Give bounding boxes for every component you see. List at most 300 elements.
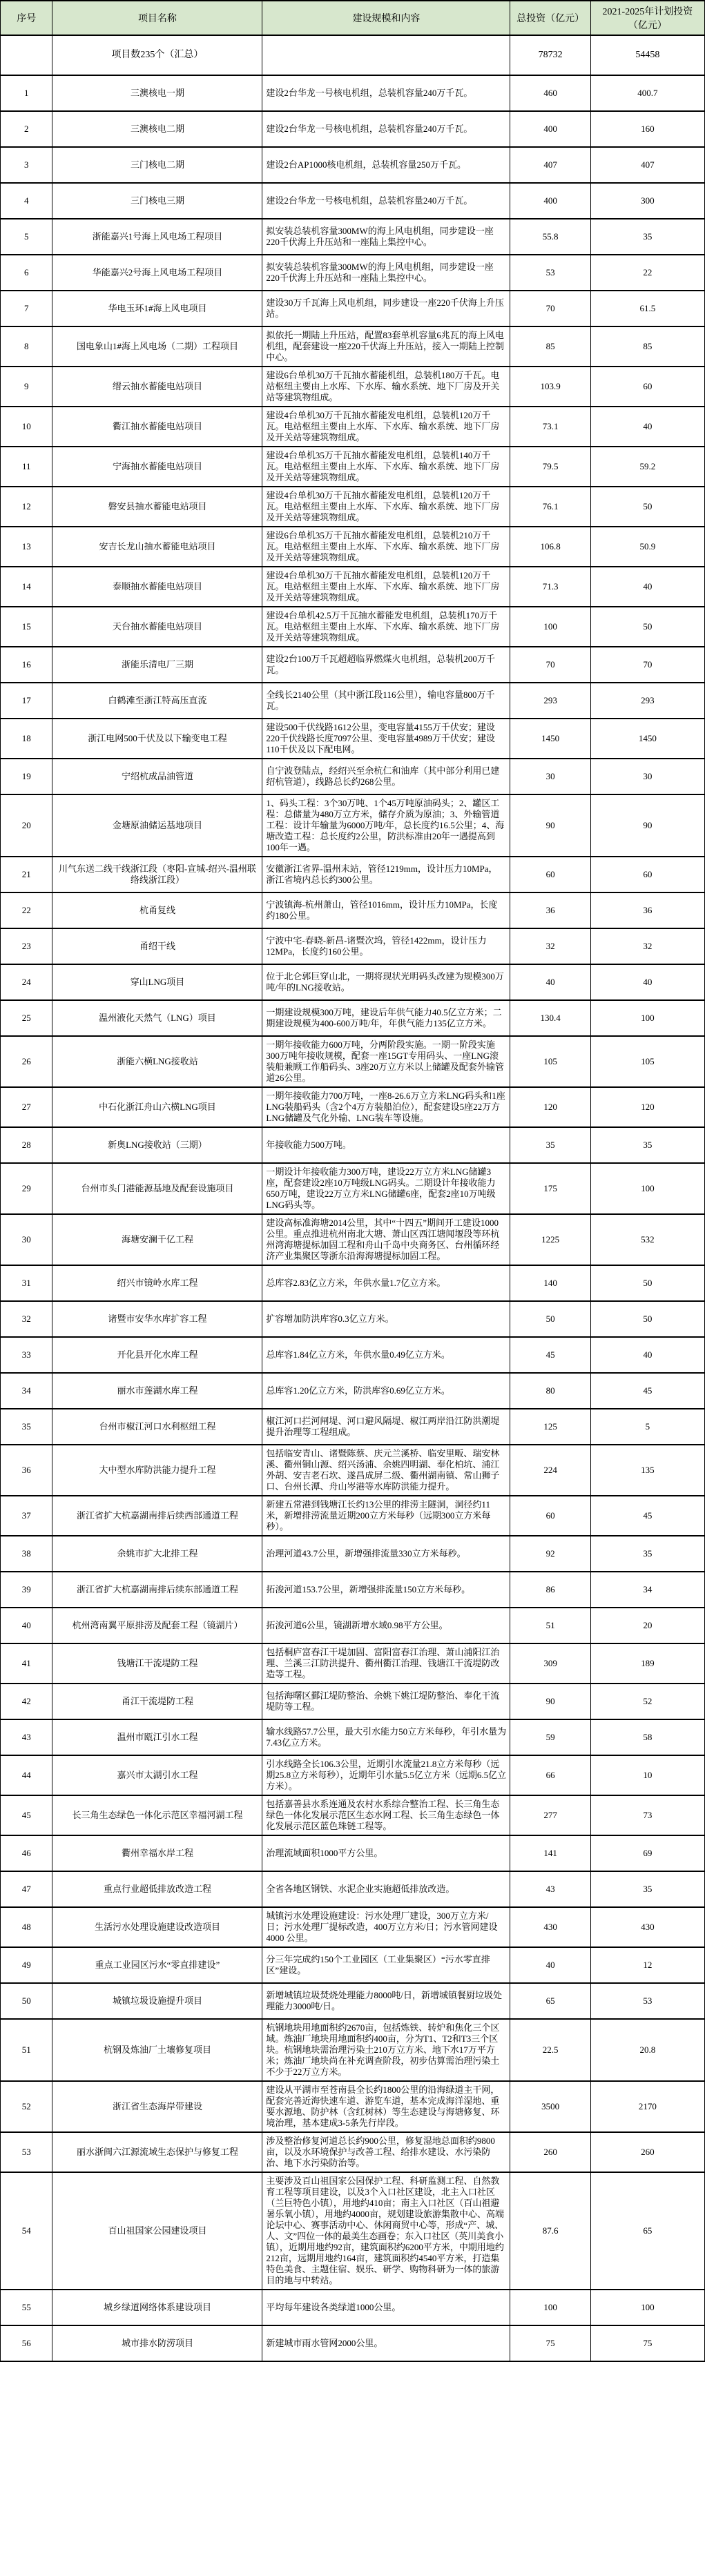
total-investment-cell: 87.6 — [510, 2172, 590, 2290]
project-name-cell: 诸暨市安华水库扩容工程 — [52, 1301, 262, 1337]
project-name-cell: 浙能六横LNG接收站 — [52, 1036, 262, 1087]
project-name-cell: 衢江抽水蓄能电站项目 — [52, 407, 262, 447]
row-number-cell: 53 — [1, 2132, 52, 2172]
total-investment-cell: 65 — [510, 1983, 590, 2019]
project-content-cell: 一期建设规模300万吨，建设后年供气能力40.5亿立方米；二期建设规模为400-600万吨/年，年供气能力135亿立方米。 — [262, 1000, 510, 1036]
table-row — [1, 326, 705, 367]
planned-investment-cell: 120 — [590, 1087, 704, 1127]
row-number-cell: 43 — [1, 1719, 52, 1755]
summary-row — [1, 35, 705, 75]
planned-investment-cell: 53 — [590, 1983, 704, 2019]
planned-investment-cell: 300 — [590, 183, 704, 219]
project-content-cell: 涉及整治修复河道总长约900公里，修复湿地总面积约9800亩，以及水环境保护与改善工程、给排水建设、水污染防治、地下水污染防治等。 — [262, 2132, 510, 2172]
table-row — [1, 857, 705, 892]
total-investment-cell: 105 — [510, 1036, 590, 1087]
project-content-cell: 建设2台华龙一号核电机组，总装机容量240万千瓦。 — [262, 75, 510, 111]
total-investment-cell: 59 — [510, 1719, 590, 1755]
summary-planned-investment-cell: 54458 — [590, 35, 704, 75]
project-content-cell: 拓浚河道6公里，镜湖新增水域0.98平方公里。 — [262, 1608, 510, 1643]
project-name-cell: 华电玉环1#海上风电项目 — [52, 291, 262, 326]
row-number-cell: 52 — [1, 2081, 52, 2132]
project-content-cell: 椒江河口拦河闸堤、河口避风隔堤、椒江两岸沿江防洪潮堤提升治理等工程组成。 — [262, 1409, 510, 1445]
total-investment-cell: 100 — [510, 607, 590, 647]
project-name-cell: 浙江电网500千伏及以下输变电工程 — [52, 719, 262, 759]
total-investment-cell: 130.4 — [510, 1000, 590, 1036]
table-row — [1, 2081, 705, 2132]
table-row — [1, 1445, 705, 1496]
row-number-cell: 55 — [1, 2290, 52, 2325]
project-name-cell: 新奥LNG接收站（三期） — [52, 1127, 262, 1163]
table-row — [1, 1337, 705, 1373]
planned-investment-cell: 10 — [590, 1755, 704, 1795]
row-number-cell: 27 — [1, 1087, 52, 1127]
planned-investment-cell: 58 — [590, 1719, 704, 1755]
project-content-cell: 建设2台100万千瓦超超临界燃煤火电机组，总装机200万千瓦。 — [262, 647, 510, 683]
table-row — [1, 1000, 705, 1036]
table-row — [1, 75, 705, 111]
project-content-cell: 建设4台单机35万千瓦抽水蓄能发电机组，总装机140万千瓦。电站枢纽主要由上水库、下水库、输水系统、地下厂房及开关站等建筑物组成。 — [262, 447, 510, 487]
planned-investment-cell: 293 — [590, 683, 704, 719]
table-row — [1, 219, 705, 255]
table-row — [1, 2325, 705, 2361]
project-name-cell: 大中型水库防洪能力提升工程 — [52, 1445, 262, 1496]
total-investment-cell: 22.5 — [510, 2019, 590, 2081]
table-row — [1, 1755, 705, 1795]
project-name-cell: 金塘原油储运基地项目 — [52, 794, 262, 857]
column-header-planned-investment: 2021-2025年计划投资（亿元） — [590, 1, 704, 35]
total-investment-cell: 70 — [510, 647, 590, 683]
row-number-cell: 8 — [1, 326, 52, 367]
planned-investment-cell: 50.9 — [590, 527, 704, 567]
table-row — [1, 527, 705, 567]
table-row — [1, 1036, 705, 1087]
table-row — [1, 2290, 705, 2325]
total-investment-cell: 30 — [510, 759, 590, 794]
table-row — [1, 1373, 705, 1409]
planned-investment-cell: 160 — [590, 111, 704, 147]
total-investment-cell: 36 — [510, 892, 590, 928]
project-content-cell: 建设30万千瓦海上风电机组，同步建设一座220千伏海上升压站。 — [262, 291, 510, 326]
planned-investment-cell: 40 — [590, 964, 704, 1000]
row-number-cell: 40 — [1, 1608, 52, 1643]
table-row — [1, 1871, 705, 1907]
row-number-cell: 45 — [1, 1795, 52, 1835]
planned-investment-cell: 90 — [590, 794, 704, 857]
total-investment-cell: 70 — [510, 291, 590, 326]
project-name-cell: 浙能嘉兴1号海上风电场工程项目 — [52, 219, 262, 255]
row-number-cell: 4 — [1, 183, 52, 219]
project-name-cell: 三澳核电二期 — [52, 111, 262, 147]
project-name-cell: 安吉长龙山抽水蓄能电站项目 — [52, 527, 262, 567]
project-content-cell: 包括海曙区鄞江堤防整治、余姚下姚江堤防整治、奉化干流堤防等工程。 — [262, 1684, 510, 1719]
header-row — [1, 1, 705, 35]
planned-investment-cell: 69 — [590, 1835, 704, 1871]
project-content-cell: 建设从平湖市至苍南县全长约1800公里的沿海绿道主干网，配套完善近海快速车道、游览车道，基本完成海洋湿地、重要水源地、防护林（含红树林）等生态建设与海塘修复、环境治理，基本建成3-5条先行岸段。 — [262, 2081, 510, 2132]
planned-investment-cell: 100 — [590, 1000, 704, 1036]
project-content-cell: 治理流域面积1000平方公里。 — [262, 1835, 510, 1871]
planned-investment-cell: 60 — [590, 857, 704, 892]
total-investment-cell: 50 — [510, 1301, 590, 1337]
planned-investment-cell: 73 — [590, 1795, 704, 1835]
planned-investment-cell: 189 — [590, 1643, 704, 1684]
row-number-cell: 17 — [1, 683, 52, 719]
column-header-content: 建设规模和内容 — [262, 1, 510, 35]
row-number-cell: 13 — [1, 527, 52, 567]
table-row — [1, 683, 705, 719]
row-number-cell: 42 — [1, 1684, 52, 1719]
project-name-cell: 重点工业园区污水“零直排建设” — [52, 1947, 262, 1983]
table-row — [1, 2132, 705, 2172]
table-row — [1, 1265, 705, 1301]
total-investment-cell: 90 — [510, 794, 590, 857]
project-name-cell: 城市排水防涝项目 — [52, 2325, 262, 2361]
planned-investment-cell: 40 — [590, 407, 704, 447]
project-content-cell: 新建城市雨水管网2000公里。 — [262, 2325, 510, 2361]
project-content-cell: 年接收能力500万吨。 — [262, 1127, 510, 1163]
row-number-cell: 6 — [1, 255, 52, 291]
project-name-cell: 国电象山1#海上风电场（二期）工程项目 — [52, 326, 262, 367]
row-number-cell: 3 — [1, 147, 52, 183]
planned-investment-cell: 22 — [590, 255, 704, 291]
total-investment-cell: 90 — [510, 1684, 590, 1719]
planned-investment-cell: 61.5 — [590, 291, 704, 326]
project-name-cell: 宁绍杭成品油管道 — [52, 759, 262, 794]
planned-investment-cell: 50 — [590, 1301, 704, 1337]
project-name-cell: 开化县开化水库工程 — [52, 1337, 262, 1373]
project-content-cell: 分三年完成约150个工业园区（工业集聚区）“污水零直排区”建设。 — [262, 1947, 510, 1983]
project-content-cell: 总库容1.20亿立方米，防洪库容0.69亿立方米。 — [262, 1373, 510, 1409]
project-name-cell: 甬绍干线 — [52, 928, 262, 964]
row-number-cell: 5 — [1, 219, 52, 255]
project-content-cell: 建设4台单机42.5万千瓦抽水蓄能发电机组，总装机170万千瓦。电站枢纽主要由上水库、下水库、输水系统、地下厂房及开关站等建筑物组成。 — [262, 607, 510, 647]
total-investment-cell: 1225 — [510, 1214, 590, 1265]
total-investment-cell: 79.5 — [510, 447, 590, 487]
total-investment-cell: 71.3 — [510, 567, 590, 607]
project-content-cell: 自宁波登陆点，经绍兴至余杭仁和油库（其中部分利用已建绍杭管道），线路总长约268公里。 — [262, 759, 510, 794]
total-investment-cell: 53 — [510, 255, 590, 291]
planned-investment-cell: 32 — [590, 928, 704, 964]
total-investment-cell: 86 — [510, 1572, 590, 1608]
total-investment-cell: 76.1 — [510, 487, 590, 527]
total-investment-cell: 40 — [510, 964, 590, 1000]
total-investment-cell: 103.9 — [510, 367, 590, 407]
planned-investment-cell: 20 — [590, 1608, 704, 1643]
row-number-cell: 21 — [1, 857, 52, 892]
summary-total-investment-cell: 78732 — [510, 35, 590, 75]
project-name-cell: 白鹤滩至浙江特高压直流 — [52, 683, 262, 719]
total-investment-cell: 277 — [510, 1795, 590, 1835]
project-content-cell: 建设500千伏线路1612公里，变电容量4155万千伏安；建设220千伏线路长度7097公里、变电容量4989万千伏安；建设110千伏及以下配电网。 — [262, 719, 510, 759]
project-name-cell: 城乡绿道网络体系建设项目 — [52, 2290, 262, 2325]
project-content-cell: 全省各地区钢铁、水泥企业实施超低排放改造。 — [262, 1871, 510, 1907]
total-investment-cell: 40 — [510, 1947, 590, 1983]
total-investment-cell: 55.8 — [510, 219, 590, 255]
total-investment-cell: 100 — [510, 2290, 590, 2325]
project-content-cell: 主要涉及百山祖国家公园保护工程、科研监测工程、自然教育工程等项目建设，以及3个入口社区建设，北主入口社区（兰巨特色小镇），用地约410亩；南主入口社区（百山祖避暑乐氧小镇），用地约4000亩，规划建设旅游集散中心、高端论坛中心、赛事活动中心、休闲商贸中心等，形成“产、城、人、文”四位一体的最美生态画卷；东入口社区（英川美食小镇），近期用地约92亩，建筑面积约6200平方米，中期用地约212亩，远期用地约164亩，建筑面积约4540平方米，打造集特色美食、主题住宿、娱乐、研学、购物科研为一体的旅游目的地与中转站。 — [262, 2172, 510, 2290]
total-investment-cell: 66 — [510, 1755, 590, 1795]
row-number-cell: 33 — [1, 1337, 52, 1373]
project-content-cell: 扩容增加防洪库容0.3亿立方米。 — [262, 1301, 510, 1337]
planned-investment-cell: 50 — [590, 1265, 704, 1301]
row-number-cell: 39 — [1, 1572, 52, 1608]
project-content-cell: 建设4台单机30万千瓦抽水蓄能发电机组，总装机120万千瓦。电站枢纽主要由上水库、下水库、输水系统、地下厂房及开关站等建筑物组成。 — [262, 407, 510, 447]
planned-investment-cell: 260 — [590, 2132, 704, 2172]
project-content-cell: 建设4台单机30万千瓦抽水蓄能发电机组，总装机120万千瓦。电站枢纽主要由上水库、下水库、输水系统、地下厂房及开关站等建筑物组成。 — [262, 487, 510, 527]
table-row — [1, 1572, 705, 1608]
row-number-cell: 51 — [1, 2019, 52, 2081]
project-content-cell: 一期设计年接收能力300万吨，建设22万立方米LNG储罐3座，配套建设2座10万吨级LNG码头。二期设计年接收能力650万吨，建设22万立方米LNG储罐6座，配套2座10万吨级LNG码头等。 — [262, 1163, 510, 1214]
total-investment-cell: 60 — [510, 1496, 590, 1536]
total-investment-cell: 43 — [510, 1871, 590, 1907]
total-investment-cell: 32 — [510, 928, 590, 964]
project-name-cell: 生活污水处理设施建设改造项目 — [52, 1907, 262, 1947]
planned-investment-cell: 2170 — [590, 2081, 704, 2132]
row-number-cell: 46 — [1, 1835, 52, 1871]
project-name-cell: 钱塘江干流堤防工程 — [52, 1643, 262, 1684]
total-investment-cell: 407 — [510, 147, 590, 183]
project-name-cell: 甬江干流堤防工程 — [52, 1684, 262, 1719]
row-number-cell: 41 — [1, 1643, 52, 1684]
row-number-cell: 50 — [1, 1983, 52, 2019]
planned-investment-cell: 36 — [590, 892, 704, 928]
project-content-cell: 平均每年建设各类绿道1000公里。 — [262, 2290, 510, 2325]
project-content-cell: 拟安装总装机容量300MW的海上风电机组，同步建设一座220千伏海上升压站和一座陆上集控中心。 — [262, 255, 510, 291]
project-name-cell: 三澳核电一期 — [52, 75, 262, 111]
project-content-cell: 宁波镇海-杭州萧山，管径1016mm，设计压力10MPa，长度约180公里。 — [262, 892, 510, 928]
row-number-cell: 18 — [1, 719, 52, 759]
total-investment-cell: 106.8 — [510, 527, 590, 567]
project-content-cell: 拟安装总装机容量300MW的海上风电机组，同步建设一座220千伏海上升压站和一座陆上集控中心。 — [262, 219, 510, 255]
table-row — [1, 487, 705, 527]
project-name-cell: 浙能乐清电厂三期 — [52, 647, 262, 683]
project-name-cell: 城镇垃圾设施提升项目 — [52, 1983, 262, 2019]
planned-investment-cell: 532 — [590, 1214, 704, 1265]
table-row — [1, 567, 705, 607]
table-row — [1, 1643, 705, 1684]
row-number-cell: 19 — [1, 759, 52, 794]
planned-investment-cell: 34 — [590, 1572, 704, 1608]
project-name-cell: 海塘安澜千亿工程 — [52, 1214, 262, 1265]
table-row — [1, 447, 705, 487]
row-number-cell — [1, 35, 52, 75]
project-name-cell: 中石化浙江舟山六横LNG项目 — [52, 1087, 262, 1127]
row-number-cell: 31 — [1, 1265, 52, 1301]
row-number-cell: 12 — [1, 487, 52, 527]
row-number-cell: 35 — [1, 1409, 52, 1445]
total-investment-cell: 85 — [510, 326, 590, 367]
row-number-cell: 28 — [1, 1127, 52, 1163]
total-investment-cell: 1450 — [510, 719, 590, 759]
planned-investment-cell: 59.2 — [590, 447, 704, 487]
planned-investment-cell: 35 — [590, 1536, 704, 1572]
row-number-cell: 32 — [1, 1301, 52, 1337]
table-row — [1, 1496, 705, 1536]
project-name-cell: 重点行业超低排放改造工程 — [52, 1871, 262, 1907]
planned-investment-cell: 135 — [590, 1445, 704, 1496]
project-name-cell: 台州市头门港能源基地及配套设施项目 — [52, 1163, 262, 1214]
column-header-no: 序号 — [1, 1, 52, 35]
total-investment-cell: 430 — [510, 1907, 590, 1947]
row-number-cell: 20 — [1, 794, 52, 857]
planned-investment-cell: 45 — [590, 1496, 704, 1536]
project-name-cell: 磐安县抽水蓄能电站项目 — [52, 487, 262, 527]
table-row — [1, 2019, 705, 2081]
planned-investment-cell: 20.8 — [590, 2019, 704, 2081]
project-content-cell: 建设2台华龙一号核电机组，总装机容量240万千瓦。 — [262, 111, 510, 147]
total-investment-cell: 92 — [510, 1536, 590, 1572]
planned-investment-cell: 35 — [590, 1871, 704, 1907]
table-row — [1, 291, 705, 326]
project-name-cell: 浙江省扩大杭嘉湖南排后续西部通道工程 — [52, 1496, 262, 1536]
total-investment-cell: 309 — [510, 1643, 590, 1684]
summary-content-cell — [262, 35, 510, 75]
project-content-cell: 安徽浙江省界-温州末站，管径1219mm，设计压力10MPa，浙江省境内总长约300公里。 — [262, 857, 510, 892]
project-content-cell: 治理河道43.7公里，新增强排流量330立方米每秒。 — [262, 1536, 510, 1572]
project-name-cell: 浙江省扩大杭嘉湖南排后续东部通道工程 — [52, 1572, 262, 1608]
project-name-cell: 三门核电二期 — [52, 147, 262, 183]
table-row — [1, 1983, 705, 2019]
project-content-cell: 新建五常港到钱塘江长约13公里的排涝主隧洞，洞径约11米，新增排涝流量近期200立方米每秒（远期300立方米每秒）。 — [262, 1496, 510, 1536]
table-row — [1, 1719, 705, 1755]
table-row — [1, 1163, 705, 1214]
project-content-cell: 拟依托一期陆上升压站，配置83套单机容量6兆瓦的海上风电机组，配套建设一座220千伏海上升压站，接入一期陆上控制中心。 — [262, 326, 510, 367]
project-content-cell: 建设2台华龙一号核电机组，总装机容量240万千瓦。 — [262, 183, 510, 219]
total-investment-cell: 224 — [510, 1445, 590, 1496]
project-content-cell: 1、码头工程：3个30万吨、1个45万吨原油码头；2、罐区工程：总储量为480万立方米，储存介质为原油；3、外输管道工程：设计年输量为6000万吨/年，总长度约16.5公里；4、海塘改造工程：总长度约2公里，防洪标准由20年一遇提高到100年一遇。 — [262, 794, 510, 857]
row-number-cell: 14 — [1, 567, 52, 607]
total-investment-cell: 60 — [510, 857, 590, 892]
summary-title-cell: 项目数235个（汇总） — [52, 35, 262, 75]
planned-investment-cell: 407 — [590, 147, 704, 183]
project-content-cell: 城镇污水处理设施建设：污水处理厂建设，300万立方米/日；污水处理厂提标改造，400万立方米/日；污水管网建设4000 公里。 — [262, 1907, 510, 1947]
project-content-cell: 总库容2.83亿立方米，年供水量1.7亿立方米。 — [262, 1265, 510, 1301]
table-row — [1, 111, 705, 147]
table-row — [1, 1684, 705, 1719]
row-number-cell: 56 — [1, 2325, 52, 2361]
row-number-cell: 10 — [1, 407, 52, 447]
planned-investment-cell: 35 — [590, 219, 704, 255]
row-number-cell: 26 — [1, 1036, 52, 1087]
table-row — [1, 147, 705, 183]
project-content-cell: 一期年接收能力600万吨，分两阶段实施。一期一阶段实施300万吨年接收规模，配套一座15GT专用码头、一座LNG滚装船兼顾工作船码头、3座20万立方米以上储罐及配套外输管道26公里。 — [262, 1036, 510, 1087]
table-row — [1, 255, 705, 291]
project-name-cell: 杭州湾南翼平原排涝及配套工程（镜湖片） — [52, 1608, 262, 1643]
total-investment-cell: 400 — [510, 111, 590, 147]
planned-investment-cell: 70 — [590, 647, 704, 683]
planned-investment-cell: 52 — [590, 1684, 704, 1719]
planned-investment-cell: 100 — [590, 2290, 704, 2325]
project-name-cell: 泰顺抽水蓄能电站项目 — [52, 567, 262, 607]
table-row — [1, 794, 705, 857]
row-number-cell: 47 — [1, 1871, 52, 1907]
project-name-cell: 绍兴市镜岭水库工程 — [52, 1265, 262, 1301]
row-number-cell: 11 — [1, 447, 52, 487]
project-name-cell: 温州液化天然气（LNG）项目 — [52, 1000, 262, 1036]
row-number-cell: 37 — [1, 1496, 52, 1536]
total-investment-cell: 51 — [510, 1608, 590, 1643]
row-number-cell: 49 — [1, 1947, 52, 1983]
project-content-cell: 建设高标准海塘2014公里，其中“十四五”期间开工建设1000公里。重点推进杭州南北大塘、萧山区西江塘闻堰段等环杭州湾海塘提标加固工程和舟山千岛中央商务区、台州循环经济产业集聚区等浙东沿海海塘提标加固工程。 — [262, 1214, 510, 1265]
project-content-cell: 一期年接收能力700万吨，一座8-26.6万立方米LNG码头和1座LNG装船码头（含2个4万方装船泊位），配套建设5座22万方LNG储罐及气化外输、LNG装车等设施。 — [262, 1087, 510, 1127]
planned-investment-cell: 105 — [590, 1036, 704, 1087]
project-content-cell: 包括临安青山、诸暨陈蔡、庆元兰溪桥、临安里畈、瑞安林溪、衢州铜山源、绍兴汤浦、余姚四明湖、奉化柏坑、浦江外胡、安吉老石坎、遂昌成屏二级、衢州湖南镇、常山狮子口、台州长潭、舟山岑港等水库防洪能力提升。 — [262, 1445, 510, 1496]
row-number-cell: 15 — [1, 607, 52, 647]
row-number-cell: 44 — [1, 1755, 52, 1795]
total-investment-cell: 260 — [510, 2132, 590, 2172]
project-content-cell: 输水线路57.7公里，最大引水能力50立方米每秒，年引水量为7.43亿立方米。 — [262, 1719, 510, 1755]
project-name-cell: 三门核电三期 — [52, 183, 262, 219]
row-number-cell: 38 — [1, 1536, 52, 1572]
total-investment-cell: 73.1 — [510, 407, 590, 447]
project-name-cell: 长三角生态绿色一体化示范区幸福河湖工程 — [52, 1795, 262, 1835]
row-number-cell: 25 — [1, 1000, 52, 1036]
row-number-cell: 36 — [1, 1445, 52, 1496]
project-content-cell: 建设2台AP1000核电机组，总装机容量250万千瓦。 — [262, 147, 510, 183]
planned-investment-cell: 12 — [590, 1947, 704, 1983]
total-investment-cell: 125 — [510, 1409, 590, 1445]
table-row — [1, 1608, 705, 1643]
total-investment-cell: 120 — [510, 1087, 590, 1127]
table-row — [1, 1409, 705, 1445]
project-name-cell: 宁海抽水蓄能电站项目 — [52, 447, 262, 487]
row-number-cell: 34 — [1, 1373, 52, 1409]
row-number-cell: 54 — [1, 2172, 52, 2290]
planned-investment-cell: 65 — [590, 2172, 704, 2290]
table-row — [1, 1127, 705, 1163]
project-name-cell: 杭钢及炼油厂土壤修复项目 — [52, 2019, 262, 2081]
column-header-name: 项目名称 — [52, 1, 262, 35]
planned-investment-cell: 60 — [590, 367, 704, 407]
table-row — [1, 1795, 705, 1835]
project-content-cell: 建设6台单机35万千瓦抽水蓄能发电机组，总装机210万千瓦。电站枢纽主要由上水库、下水库、输水系统、地下厂房及开关站等建筑物组成。 — [262, 527, 510, 567]
table-row — [1, 2172, 705, 2290]
table-row — [1, 892, 705, 928]
table-row — [1, 1087, 705, 1127]
table-row — [1, 719, 705, 759]
table-row — [1, 1907, 705, 1947]
project-name-cell: 华能嘉兴2号海上风电场工程项目 — [52, 255, 262, 291]
row-number-cell: 9 — [1, 367, 52, 407]
table-row — [1, 1301, 705, 1337]
row-number-cell: 7 — [1, 291, 52, 326]
table-row — [1, 1214, 705, 1265]
planned-investment-cell: 50 — [590, 487, 704, 527]
row-number-cell: 1 — [1, 75, 52, 111]
table-row — [1, 759, 705, 794]
project-content-cell: 新增城镇垃圾焚烧处理能力8000吨/日，新增城镇餐厨垃圾处理能力3000吨/日。 — [262, 1983, 510, 2019]
project-content-cell: 总库容1.84亿立方米，年供水量0.49亿立方米。 — [262, 1337, 510, 1373]
row-number-cell: 30 — [1, 1214, 52, 1265]
table-row — [1, 964, 705, 1000]
project-content-cell: 位于北仑郭巨穿山北，一期将现状光明码头改建为规模300万吨/年的LNG接收站。 — [262, 964, 510, 1000]
project-name-cell: 衢州幸福水岸工程 — [52, 1835, 262, 1871]
row-number-cell: 16 — [1, 647, 52, 683]
row-number-cell: 2 — [1, 111, 52, 147]
project-content-cell: 杭钢地块用地面积约2670亩，包括炼铁、转炉和焦化三个区域。炼油厂地块用地面积约400亩，分为T1、T2和T3三个区块。杭钢地块需治理污染土210万立方米、地下水17万平方米；炼油厂地块尚在补充调查阶段，初步估算需治理污染土不少于22万立方米。 — [262, 2019, 510, 2081]
column-header-total-investment: 总投资（亿元） — [510, 1, 590, 35]
total-investment-cell: 460 — [510, 75, 590, 111]
project-name-cell: 余姚市扩大北排工程 — [52, 1536, 262, 1572]
project-name-cell: 百山祖国家公园建设项目 — [52, 2172, 262, 2290]
row-number-cell: 22 — [1, 892, 52, 928]
project-content-cell: 宁波中宅-春晓-新昌-诸暨次坞，管径1422mm，设计压力12MPa，长度约160公里。 — [262, 928, 510, 964]
project-name-cell: 川气东送二线干线浙江段（枣阳-宣城-绍兴-温州联络线浙江段） — [52, 857, 262, 892]
project-name-cell: 穿山LNG项目 — [52, 964, 262, 1000]
project-content-cell: 引水线路全长106.3公里，近期引水流量21.8立方米每秒（远期25.8立方米每秒），近期年引水量5.5亿立方米（远期6.5亿立方米）。 — [262, 1755, 510, 1795]
project-content-cell: 建设6台单机30万千瓦抽水蓄能机组，总装机180万千瓦。电站枢纽主要由上水库、下水库、输水系统、地下厂房及开关站等建筑物组成。 — [262, 367, 510, 407]
planned-investment-cell: 430 — [590, 1907, 704, 1947]
project-name-cell: 嘉兴市太湖引水工程 — [52, 1755, 262, 1795]
